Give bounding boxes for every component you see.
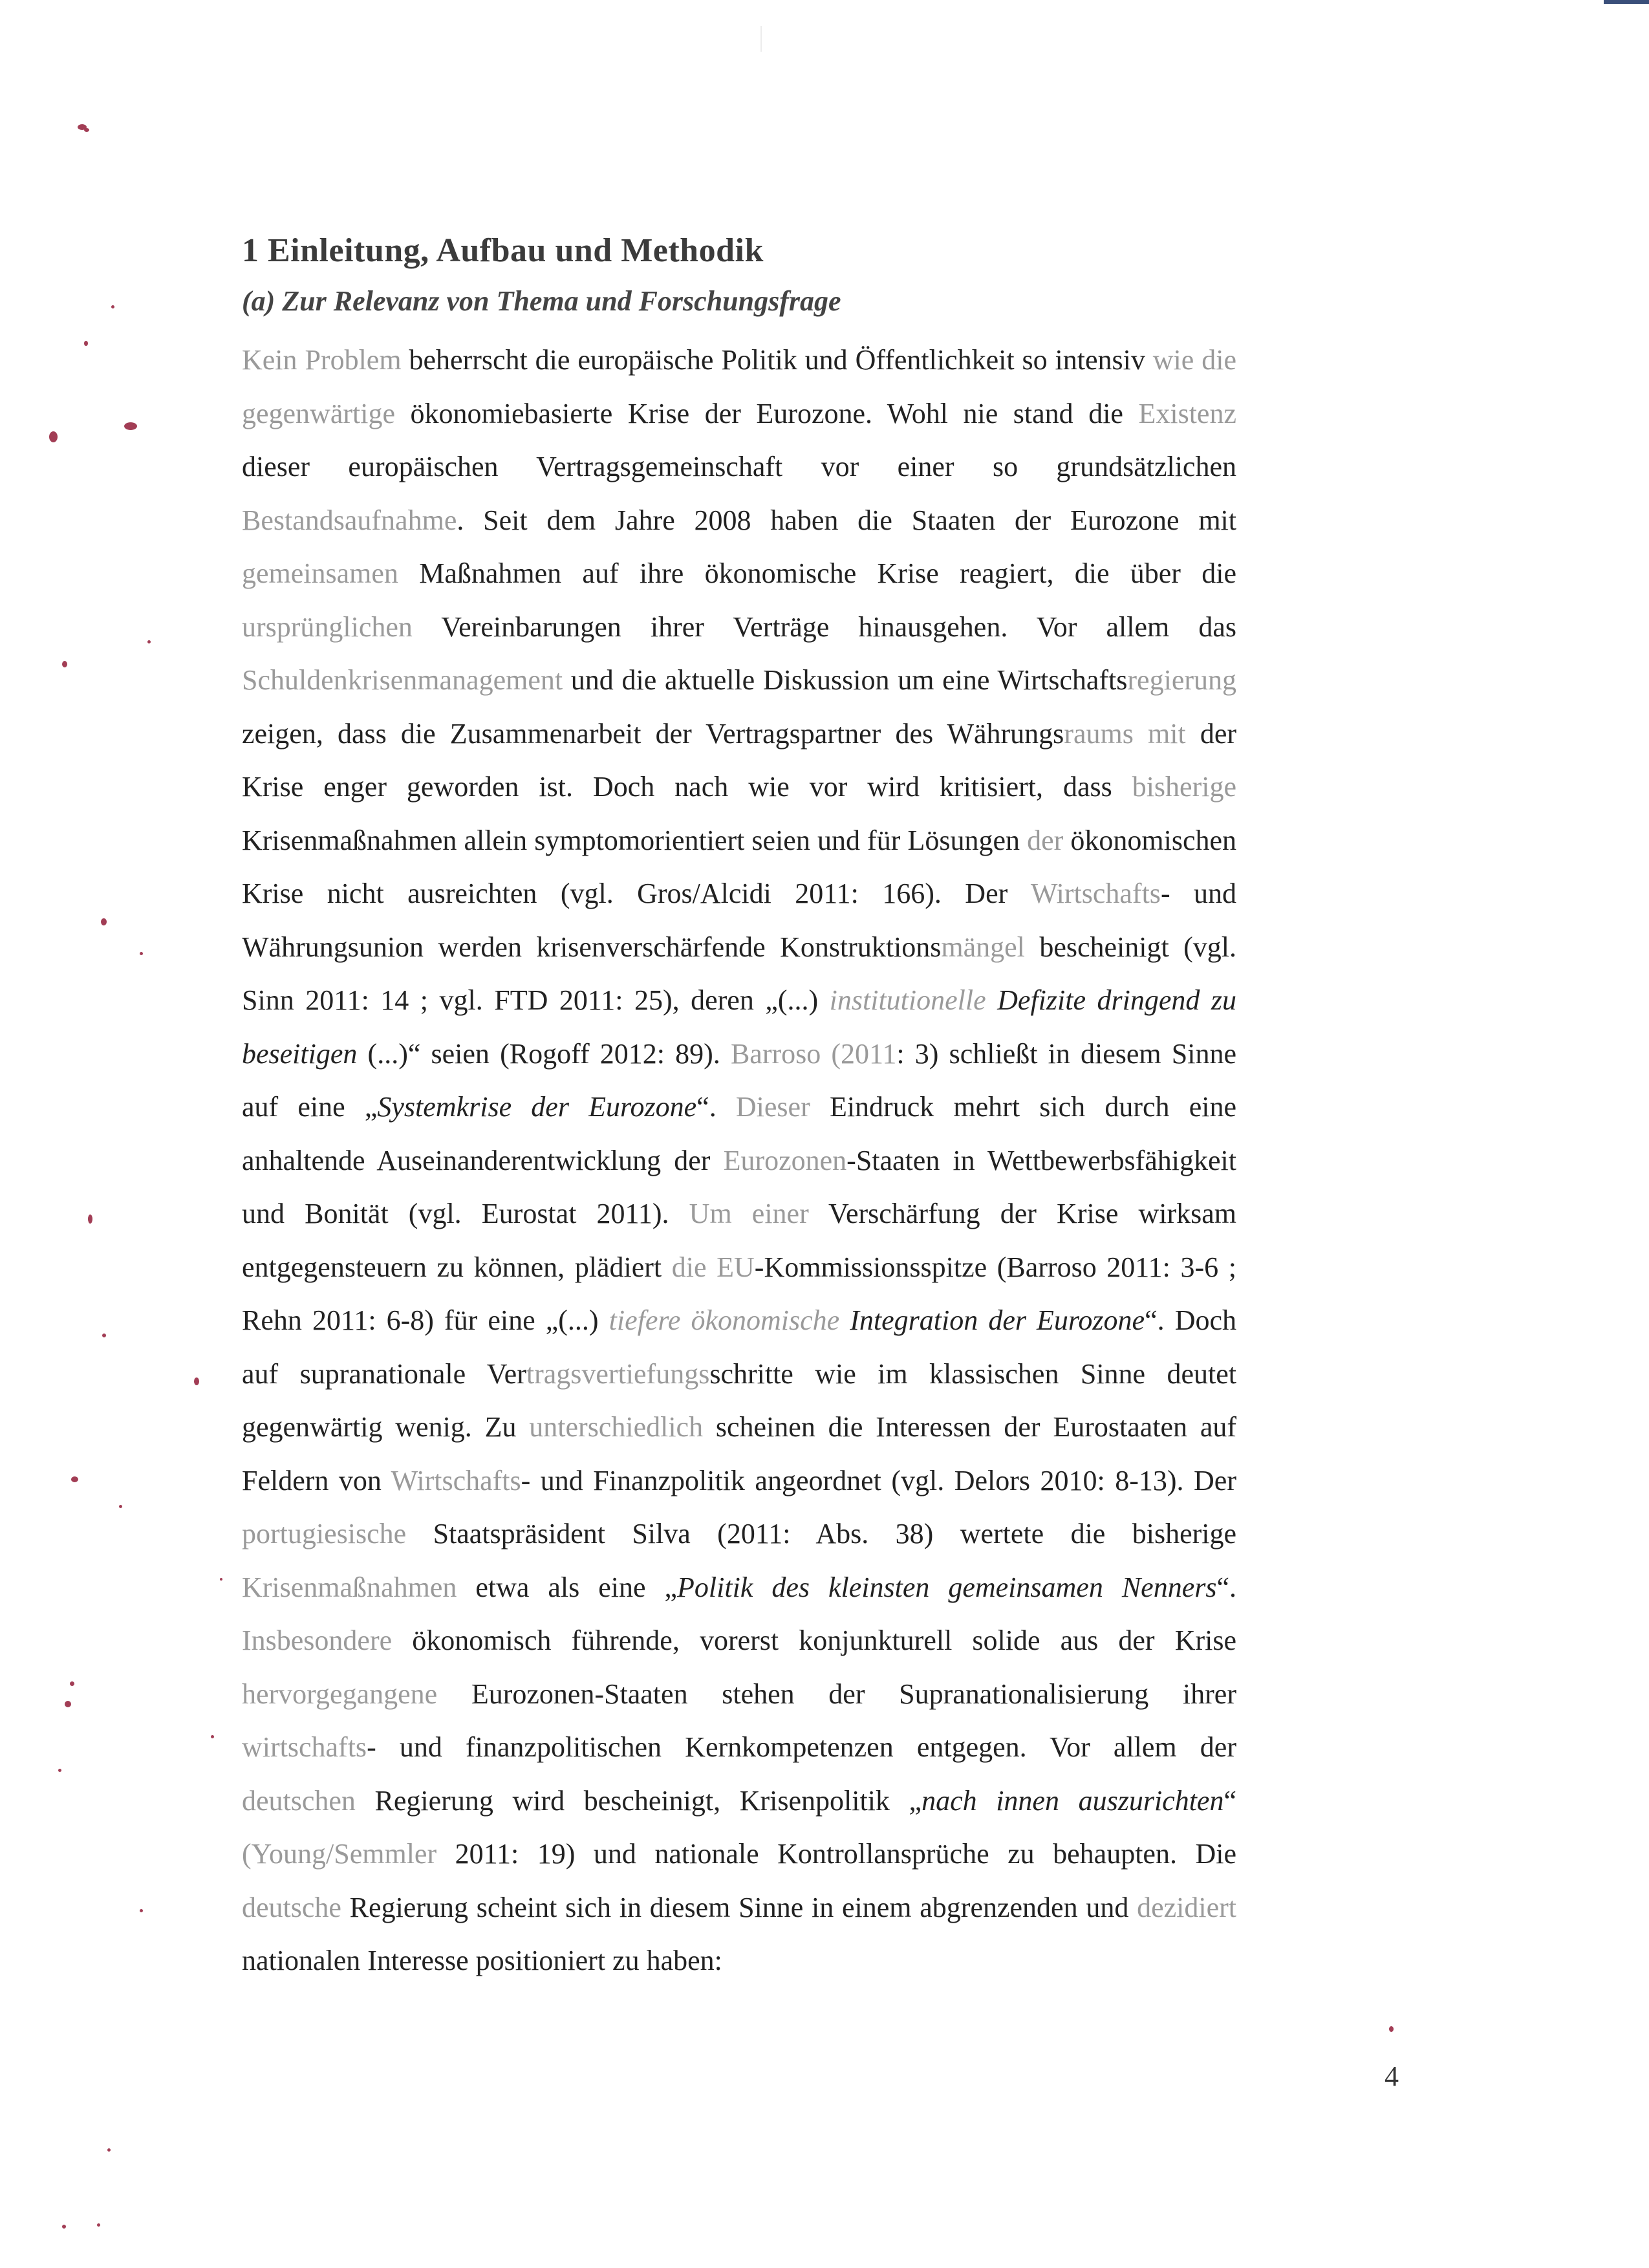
text-run: regierung <box>1127 664 1236 696</box>
text-run: Defizite dringend zu beseitigen <box>242 984 1236 1070</box>
scan-speck <box>211 1735 214 1738</box>
scan-speck <box>71 1476 78 1482</box>
text-run: Wirtschafts <box>1030 878 1161 909</box>
text-run: schritte wie im klassischen Sinne deutet gegenwärtig wenig. Zu <box>242 1357 1236 1443</box>
text-run: -Staaten in Wettbewerbsfähigkeit und Bonität (vgl. Eurostat 2011). <box>242 1144 1236 1229</box>
text-run: scheinen die Interessen der Eurostaaten auf Feldern von <box>242 1411 1236 1496</box>
scan-speck <box>62 661 67 667</box>
text-run: “. <box>1216 1571 1237 1603</box>
scan-speck <box>70 1681 74 1686</box>
text-run: gemeinsamen <box>242 557 398 589</box>
text-run: ökonomisch führende, vorerst konjunkturell solide aus der Krise <box>392 1625 1236 1656</box>
text-run: Bestandsaufnahme <box>242 504 457 536</box>
text-run: wirtschafts <box>242 1731 367 1763</box>
page-number: 4 <box>1385 2060 1399 2092</box>
text-run: deutsche <box>242 1891 341 1923</box>
section-subheading: (a) Zur Relevanz von Thema und Forschungsfrage <box>242 285 841 317</box>
scan-speck <box>101 918 107 925</box>
scan-speck <box>140 952 143 955</box>
text-run: ökonomischen Krise nicht ausreichten (vgl. Gros/Alcidi 2011: 166). Der <box>242 824 1236 909</box>
text-run: unterschiedlich <box>529 1411 704 1443</box>
scan-speck <box>111 305 114 308</box>
scan-speck <box>124 422 137 430</box>
text-run: nach innen auszurichten <box>921 1784 1224 1817</box>
text-run: . Seit dem Jahre 2008 haben die Staaten der Eurozone mit <box>457 504 1236 536</box>
scan-speck <box>58 1769 61 1772</box>
scan-speck <box>140 1909 143 1912</box>
text-run: (Young/Semmler <box>242 1838 437 1870</box>
scan-speck <box>62 2225 66 2229</box>
text-run: nationalen Interesse positioniert zu haben: <box>242 1945 722 1976</box>
scan-speck <box>147 640 151 643</box>
text-run: der Krise enger geworden ist. Doch nach wie vor wird kritisiert, dass <box>242 717 1236 803</box>
text-run: dezidiert <box>1137 1891 1236 1923</box>
text-run: “. <box>696 1091 736 1123</box>
text-run: Eurozonen <box>723 1144 847 1176</box>
scan-speck <box>65 1701 71 1707</box>
text-run: Dieser <box>735 1091 810 1123</box>
text-run: 2011: 19) und nationale Kontrollansprüche zu behaupten. Die <box>436 1838 1236 1870</box>
section-heading: 1 Einleitung, Aufbau und Methodik <box>242 232 764 269</box>
text-run: (...)“ seien (Rogoff 2012: 89). <box>357 1037 731 1070</box>
text-run: mängel <box>941 931 1025 963</box>
text-run: ökonomiebasierte Krise der Eurozone. Wohl nie stand die <box>395 397 1139 429</box>
text-run: -Kommissionsspitze (Barroso 2011: 3-6 ; Rehn 2011: 6-8) für eine „(...) <box>242 1251 1236 1336</box>
text-run: Insbesondere <box>242 1625 393 1656</box>
text-run: ursprünglichen <box>242 610 413 643</box>
scan-speck <box>1389 2026 1394 2032</box>
corner-scan-mark <box>1604 0 1649 4</box>
text-run: Krisenmaßnahmen <box>242 1571 457 1603</box>
text-run: Maßnahmen auf ihre ökonomische Krise reagiert, die über die <box>398 557 1236 589</box>
scan-speck <box>49 431 58 442</box>
text-run: der <box>1027 824 1064 856</box>
text-run: Systemkrise der Eurozone <box>377 1091 697 1123</box>
scan-speck <box>84 341 88 346</box>
text-run: Kein Problem <box>242 344 402 376</box>
text-run: Politik des kleinsten gemeinsamen Nenners <box>677 1571 1217 1603</box>
text-run: und die aktuelle Diskussion um eine Wirtschafts <box>563 664 1128 696</box>
text-run: tiefere ökonomische <box>609 1304 840 1336</box>
text-run: dieser europäischen Vertragsgemeinschaft vor einer so grundsätzlichen <box>242 451 1236 482</box>
text-run: Vereinbarungen ihrer Verträge hinausgehen. Vor allem das <box>412 610 1236 643</box>
text-run: - und Finanzpolitik angeordnet (vgl. Delors 2010: 8-13). Der <box>521 1464 1236 1496</box>
text-run: bisherige <box>1132 771 1236 803</box>
text-run: Um einer <box>689 1198 809 1229</box>
scan-speck <box>220 1578 222 1581</box>
text-run: zeigen, dass die Zusammenarbeit der Vertragspartner des Währungs <box>242 717 1064 750</box>
text-run: portugiesische <box>242 1518 407 1550</box>
text-run: - und Währungsunion werden krisenverschärfende Konstruktions <box>242 878 1236 963</box>
text-run: Krisenmaßnahmen allein symptomorientiert seien und für Lösungen <box>242 824 1028 856</box>
text-run: Wirtschafts <box>391 1464 521 1496</box>
text-run: “. Doch auf supranationale Ver <box>242 1304 1237 1390</box>
body-paragraph <box>242 334 1236 1988</box>
text-run: Existenz <box>1138 397 1236 429</box>
text-run: bescheinigt (vgl. Sinn 2011: 14 ; vgl. FTD 2011: 25), deren „(...) <box>242 931 1236 1016</box>
text-run: Eurozonen-Staaten stehen der Supranationalisierung ihrer <box>437 1678 1236 1710</box>
scan-speck <box>84 128 89 132</box>
scan-speck <box>107 2148 111 2152</box>
text-run: : 3) schließt in diesem Sinne auf eine „ <box>242 1037 1236 1123</box>
text-run: Barroso (2011 <box>730 1037 897 1070</box>
text-run: Regierung wird bescheinigt, Krisenpolitik „ <box>355 1784 922 1817</box>
text-run: - und finanzpolitischen Kernkompetenzen entgegen. Vor allem der <box>367 1731 1236 1763</box>
scan-speck <box>97 2223 100 2227</box>
text-run: Regierung scheint sich in diesem Sinne in einem abgrenzenden und <box>341 1891 1137 1923</box>
scan-speck <box>194 1377 199 1385</box>
text-run: deutschen <box>242 1784 356 1817</box>
text-run: tragsvertiefungs <box>526 1357 710 1390</box>
text-run: “ <box>1223 1784 1236 1817</box>
text-run: Staatspräsident Silva (2011: Abs. 38) wertete die bisherige <box>406 1518 1236 1550</box>
text-run: hervorgegangene <box>242 1678 438 1710</box>
scan-speck <box>119 1505 122 1508</box>
scan-speck <box>88 1215 92 1224</box>
text-run: Eindruck mehrt sich durch eine anhaltende Auseinanderentwicklung der <box>242 1091 1236 1176</box>
scan-artifact-line <box>760 26 762 52</box>
text-run: institutionelle <box>829 984 986 1016</box>
text-run: wie die gegenwärtige <box>242 344 1236 429</box>
scan-speck <box>102 1334 106 1337</box>
text-run: Verschärfung der Krise wirksam entgegensteuern zu können, plädiert <box>242 1198 1236 1283</box>
text-run: beherrscht die europäische Politik und Öffentlichkeit so intensiv <box>401 344 1153 376</box>
text-run: die EU <box>671 1251 755 1283</box>
text-run: Schuldenkrisenmanagement <box>242 664 563 696</box>
text-run: Integration der Eurozone <box>839 1304 1145 1336</box>
text-run: raums mit <box>1064 717 1186 750</box>
text-run: etwa als eine „ <box>457 1571 678 1603</box>
